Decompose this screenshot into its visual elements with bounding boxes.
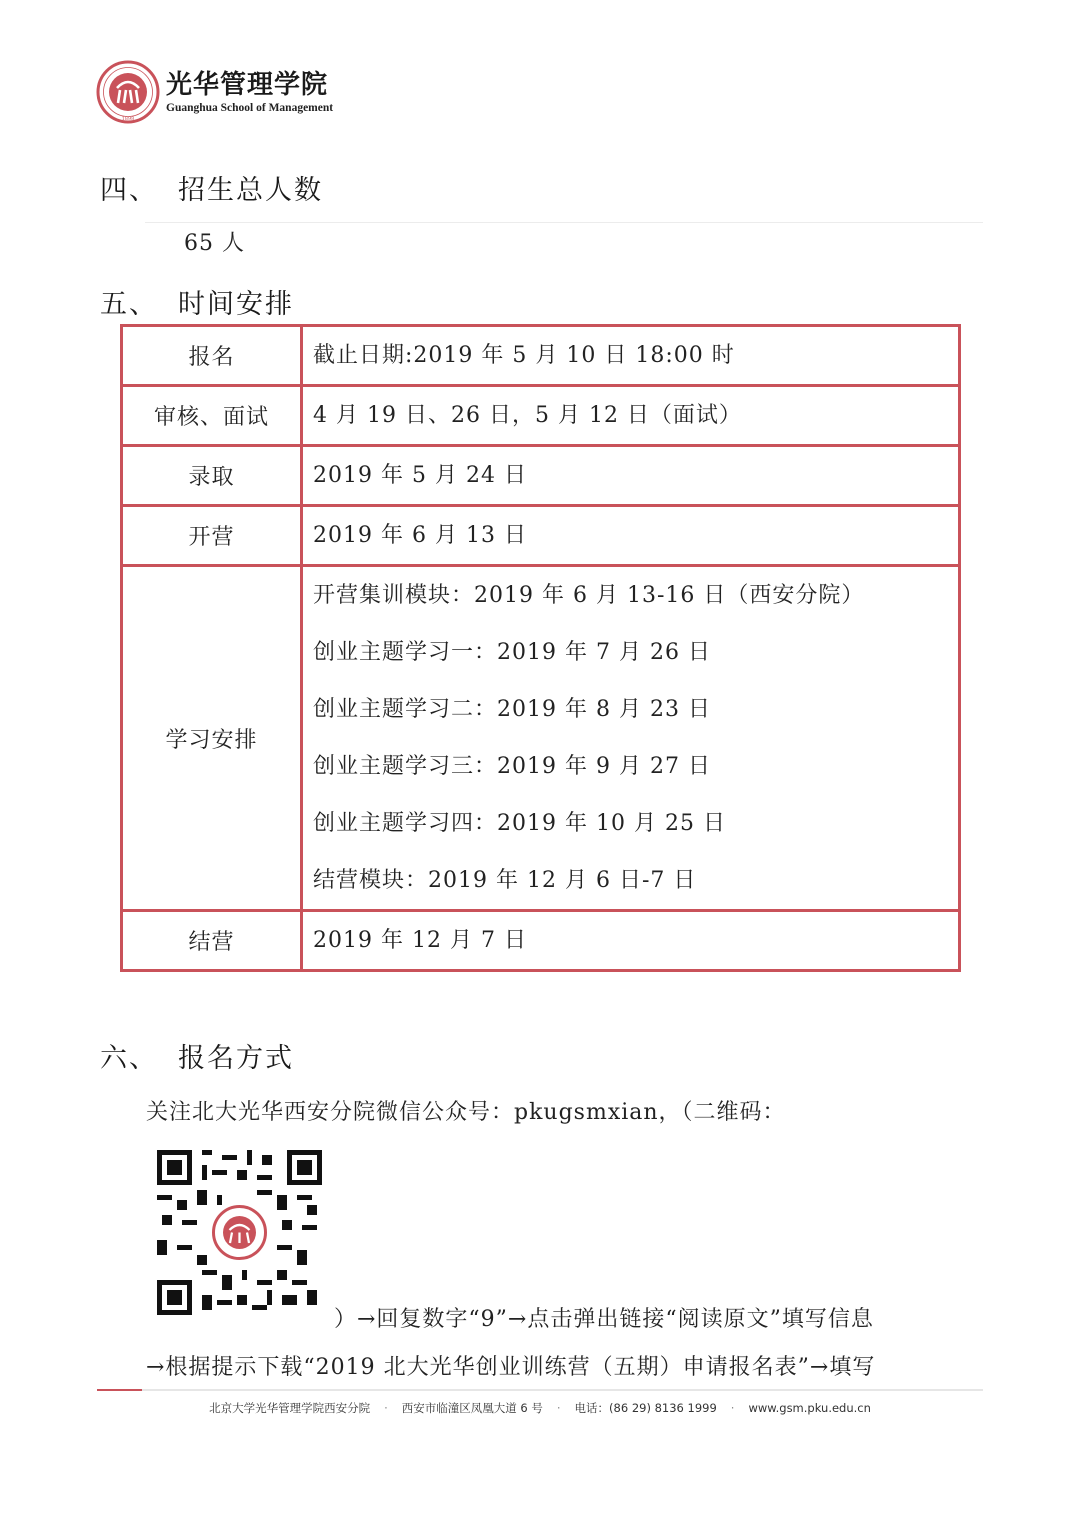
row-value: 4 月 19 日、26 日，5 月 12 日（面试） bbox=[302, 386, 960, 446]
row-label: 开营 bbox=[122, 506, 302, 566]
university-seal-icon bbox=[96, 60, 160, 124]
enrollment-count: 65 人 bbox=[184, 231, 245, 256]
signup-instruction-line-1: 关注北大光华西安分院微信公众号：pkugsmxian，（二维码： bbox=[146, 1100, 786, 1125]
row-label: 报名 bbox=[122, 326, 302, 386]
logo-chinese-name: 光华管理学院 bbox=[166, 70, 329, 100]
row-label: 录取 bbox=[122, 446, 302, 506]
footer-org: 北京大学光华管理学院西安分院 bbox=[209, 1401, 371, 1415]
section-title: 招生总人数 bbox=[178, 175, 323, 206]
divider bbox=[145, 222, 983, 260]
row-value: 开营集训模块：2019 年 6 月 13-16 日（西安分院） 创业主题学习一：2019 年 7 月 26 日 创业主题学习二：2019 年 8 月 23 日 创业主题学习三：2019 年 9 月 27 日 创业主题学习四：2019 年 10 月 25 日 结营模块：2019 年 12 月 6 日-7 日 bbox=[302, 566, 960, 911]
footer-phone: 电话：(86 29) 8136 1999 bbox=[574, 1401, 717, 1415]
section-6-heading bbox=[100, 1036, 294, 1075]
section-5-heading bbox=[100, 282, 294, 321]
signup-instruction-line-3: →根据提示下载“2019 北大光华创业训练营（五期）申请报名表”→填写 bbox=[146, 1355, 876, 1380]
table-row bbox=[122, 386, 960, 446]
footer-divider bbox=[97, 1389, 983, 1391]
footer-address: 西安市临潼区凤凰大道 6 号 bbox=[401, 1401, 543, 1415]
row-label: 学习安排 bbox=[122, 566, 302, 911]
row-value: 2019 年 12 月 7 日 bbox=[302, 911, 960, 971]
section-number: 五、 bbox=[100, 289, 158, 320]
section-number: 六、 bbox=[100, 1043, 158, 1074]
footer-divider-accent bbox=[97, 1389, 142, 1391]
row-label: 结营 bbox=[122, 911, 302, 971]
signup-instruction-line-2: ）→回复数字“9”→点击弹出链接“阅读原文”填写信息 bbox=[334, 1307, 874, 1332]
table-row bbox=[122, 326, 960, 386]
section-4-heading bbox=[100, 168, 323, 207]
section-title: 报名方式 bbox=[178, 1043, 294, 1074]
schedule-table bbox=[120, 324, 961, 972]
footer-website-link[interactable]: www.gsm.pku.edu.cn bbox=[748, 1401, 871, 1415]
school-logo bbox=[96, 60, 346, 124]
table-row bbox=[122, 506, 960, 566]
qr-code-icon bbox=[157, 1150, 322, 1315]
row-value: 2019 年 6 月 13 日 bbox=[302, 506, 960, 566]
section-title: 时间安排 bbox=[178, 289, 294, 320]
footer: 北京大学光华管理学院西安分院 · 西安市临潼区凤凰大道 6 号 · 电话：(86 29) 8136 1999 · www.gsm.pku.edu.cn bbox=[209, 1401, 871, 1415]
section-number: 四、 bbox=[100, 175, 158, 206]
row-value: 2019 年 5 月 24 日 bbox=[302, 446, 960, 506]
table-row bbox=[122, 446, 960, 506]
table-row bbox=[122, 566, 960, 911]
row-label: 审核、面试 bbox=[122, 386, 302, 446]
svg-text:1898: 1898 bbox=[121, 116, 135, 122]
table-row bbox=[122, 911, 960, 971]
logo-english-name: Guanghua School of Management bbox=[166, 102, 334, 114]
row-value: 截止日期:2019 年 5 月 10 日 18:00 时 bbox=[302, 326, 960, 386]
